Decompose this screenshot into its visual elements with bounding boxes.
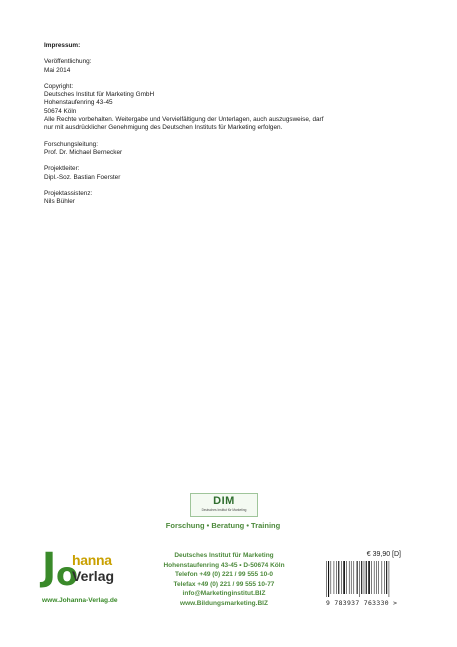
copyright-city: 50674 Köln (44, 107, 77, 115)
publication-label: Veröffentlichung: (44, 58, 92, 66)
project-assistant-block (44, 190, 434, 207)
logo-word-verlag: Verlag (72, 568, 115, 584)
publisher-url: www.Johanna-Verlag.de (42, 597, 118, 604)
barcode-bar (364, 561, 365, 594)
publication-date: Mai 2014 (44, 66, 71, 74)
barcode-bar (357, 561, 358, 594)
barcode-bar (366, 561, 367, 594)
dim-logo-abbr: DIM (213, 495, 235, 507)
barcode-bar (326, 561, 327, 597)
price-label: € 39,90 [D] (366, 551, 401, 558)
publication-block (44, 58, 434, 75)
barcode-bar (389, 561, 390, 597)
barcode-bar (368, 561, 370, 594)
project-assistant-name: Nils Bühler (44, 198, 75, 206)
logo-letter-o: o (56, 555, 78, 593)
imprint-section (44, 42, 434, 214)
logo-word-hanna: hanna (72, 552, 112, 568)
contact-block (147, 551, 301, 609)
contact-fax: Telefax +49 (0) 221 / 99 555 10-77 (173, 580, 275, 588)
barcode-bar (382, 561, 383, 594)
project-lead-name: Dipl.-Soz. Bastian Foerster (44, 173, 121, 181)
barcode-bar (349, 561, 350, 594)
dim-logo (190, 493, 258, 517)
barcode-bar (354, 561, 355, 594)
barcode-bar (374, 561, 375, 594)
barcode-bar (346, 561, 347, 594)
barcode-bar (331, 561, 332, 594)
contact-web: www.Bildungsmarketing.BIZ (180, 599, 268, 607)
imprint-title: Impressum: (44, 42, 81, 49)
contact-phone: Telefon +49 (0) 221 / 99 555 10-0 (175, 571, 273, 579)
barcode-bar (361, 561, 362, 594)
contact-name: Deutsches Institut für Marketing (174, 552, 274, 559)
barcode-bar (378, 561, 379, 594)
copyright-holder: Deutsches Institut für Marketing GmbH (44, 91, 155, 99)
copyright-block (44, 83, 434, 133)
logo-letter-j: J (42, 545, 57, 589)
isbn-number: 9 783937 763330 > (326, 599, 398, 607)
barcode-bar (376, 561, 377, 594)
barcode-bar (386, 561, 387, 594)
rights-notice-line-2: nur mit ausdrücklicher Genehmigung des Deutschen Instituts für Marketing erfolgen. (44, 124, 283, 132)
copyright-street: Hohenstaufenring 43-45 (44, 99, 113, 107)
johanna-verlag-logo (42, 545, 122, 593)
dim-logo-full-name: Deutsches Institut für Marketing (201, 508, 247, 512)
isbn-barcode (325, 561, 405, 597)
project-lead-label: Projektleiter: (44, 165, 80, 173)
barcode-bar (334, 561, 335, 594)
barcode-bar (336, 561, 337, 594)
project-assistant-label: Projektassistenz: (44, 189, 93, 197)
barcode-bar (359, 561, 360, 597)
research-lead-block (44, 141, 434, 158)
project-lead-block (44, 165, 434, 182)
research-lead-name: Prof. Dr. Michael Bernecker (44, 148, 123, 156)
barcode-bar (351, 561, 352, 594)
barcode-bar (343, 561, 345, 594)
copyright-label: Copyright: (44, 82, 74, 90)
barcode-bar (341, 561, 342, 594)
contact-email: info@Marketinginstitut.BIZ (182, 590, 266, 598)
dim-tagline: Forschung • Beratung • Training (165, 521, 281, 530)
rights-notice-line-1: Alle Rechte vorbehalten. Weitergabe und Vervielfältigung der Unterlagen, auch auszugsweise, darf (44, 116, 324, 124)
research-lead-label: Forschungsleitung: (44, 140, 98, 148)
barcode-bar (371, 561, 372, 594)
barcode-bar (338, 561, 339, 594)
contact-address: Hohenstaufenring 43-45 • D-50674 Köln (163, 561, 285, 569)
barcode-bar (328, 561, 329, 597)
barcode-bar (384, 561, 385, 594)
